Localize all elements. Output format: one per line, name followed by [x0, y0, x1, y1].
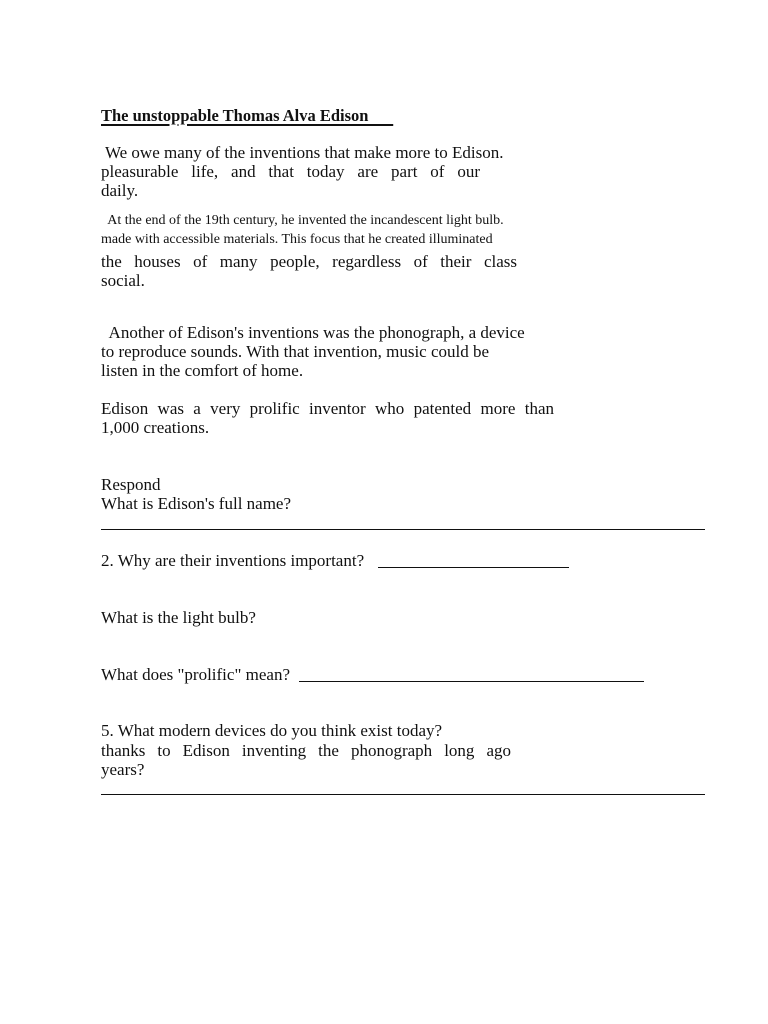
question-5-line-2: thanks to Edison inventing the phonograph long ago: [101, 741, 511, 760]
question-4: What does "prolific" mean?: [101, 665, 291, 684]
questions-heading: Respond: [101, 475, 161, 494]
answer-line-5[interactable]: [101, 794, 705, 795]
paragraph-2-line-2: made with accessible materials. This focus that he created illuminated: [101, 232, 493, 247]
question-1: What is Edison's full name?: [101, 494, 292, 513]
paragraph-1-line-3: daily.: [101, 181, 139, 200]
paragraph-4-line-1: Edison was a very prolific inventor who patented more than: [101, 399, 554, 418]
paragraph-3-line-2: to reproduce sounds. With that invention, music could be: [101, 342, 490, 361]
paragraph-2-line-1: At the end of the 19th century, he invented the incandescent light bulb.: [101, 213, 504, 228]
answer-line-4[interactable]: [299, 681, 644, 682]
paragraph-1-line-2: pleasurable life, and that today are part of our: [101, 162, 480, 181]
paragraph-2-line-4: social.: [101, 271, 145, 290]
document-title: The unstoppable Thomas Alva Edison: [101, 106, 394, 125]
paragraph-1-line-1: We owe many of the inventions that make more to Edison.: [101, 143, 504, 162]
answer-line-2[interactable]: [378, 567, 569, 568]
paragraph-2-line-3: the houses of many people, regardless of their class: [101, 252, 517, 271]
question-2: 2. Why are their inventions important?: [101, 551, 365, 570]
paragraph-3-line-3: listen in the comfort of home.: [101, 361, 304, 380]
answer-line-1[interactable]: [101, 529, 705, 530]
paragraph-4-line-2: 1,000 creations.: [101, 418, 210, 437]
question-3: What is the light bulb?: [101, 608, 256, 627]
question-5-line-1: 5. What modern devices do you think exist today?: [101, 721, 443, 740]
question-5-line-3: years?: [101, 760, 145, 779]
paragraph-3-line-1: Another of Edison's inventions was the phonograph, a device: [101, 323, 525, 342]
